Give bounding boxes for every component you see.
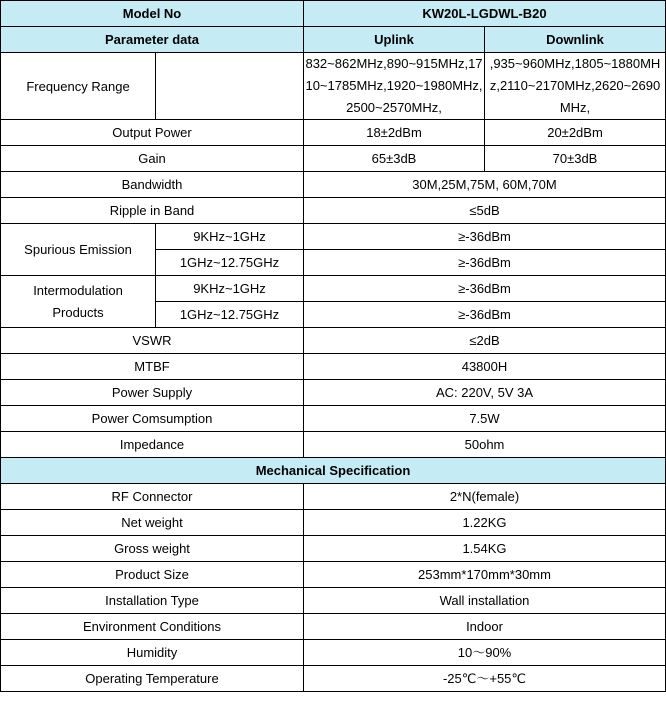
gross-weight-value: 1.54KG [304,536,666,562]
intermod-label [1,276,156,328]
intermod-label-line-1: Intermodulation [33,282,123,298]
environment-label: Environment Conditions [1,614,304,640]
ripple-value: ≤5dB [304,198,666,224]
operating-temperature-row [1,666,666,692]
vswr-label: VSWR [1,328,304,354]
output-power-row [1,120,666,146]
mtbf-row [1,354,666,380]
frequency-row [1,53,666,120]
mtbf-value: 43800H [304,354,666,380]
gross-weight-row [1,536,666,562]
net-weight-value: 1.22KG [304,510,666,536]
bandwidth-label: Bandwidth [1,172,304,198]
uplink-header: Uplink [304,27,485,53]
frequency-downlink: ,935~960MHz,1805~1880MHz,2110~2170MHz,2620~2690MHz, [485,53,666,120]
humidity-value: 10～90% [304,640,666,666]
rf-connector-row [1,484,666,510]
gain-uplink: 65±3dB [304,146,485,172]
power-consumption-value: 7.5W [304,406,666,432]
product-size-label: Product Size [1,562,304,588]
impedance-label: Impedance [1,432,304,458]
frequency-label: Frequency Range [1,53,156,120]
output-power-uplink: 18±2dBm [304,120,485,146]
environment-row [1,614,666,640]
gain-row [1,146,666,172]
installation-type-row [1,588,666,614]
model-row [1,1,666,27]
spurious-row-1 [1,224,666,250]
environment-value: Indoor [304,614,666,640]
intermod-row-1 [1,276,666,302]
power-consumption-row [1,406,666,432]
rf-connector-label: RF Connector [1,484,304,510]
parameter-header-row [1,27,666,53]
power-supply-row [1,380,666,406]
product-size-value: 253mm*170mm*30mm [304,562,666,588]
ripple-label: Ripple in Band [1,198,304,224]
product-size-row [1,562,666,588]
frequency-uplink: 832~862MHz,890~915MHz,1710~1785MHz,1920~1980MHz,2500~2570MHz, [304,53,485,120]
model-label: Model No [1,1,304,27]
output-power-label: Output Power [1,120,304,146]
power-supply-value: AC: 220V, 5V 3A [304,380,666,406]
gross-weight-label: Gross weight [1,536,304,562]
bandwidth-value: 30M,25M,75M, 60M,70M [304,172,666,198]
mechanical-title: Mechanical Specification [1,458,666,484]
installation-type-label: Installation Type [1,588,304,614]
downlink-header: Downlink [485,27,666,53]
ripple-row [1,198,666,224]
intermod-label-line-2: Products [52,304,104,320]
net-weight-label: Net weight [1,510,304,536]
power-supply-label: Power Supply [1,380,304,406]
spurious-value-2: ≥-36dBm [304,250,666,276]
impedance-value: 50ohm [304,432,666,458]
humidity-label: Humidity [1,640,304,666]
spurious-range-1: 9KHz~1GHz [156,224,304,250]
gain-label: Gain [1,146,304,172]
operating-temperature-label: Operating Temperature [1,666,304,692]
model-value: KW20L-LGDWL-B20 [304,1,666,27]
bandwidth-row [1,172,666,198]
operating-temperature-value: -25℃～+55℃ [304,666,666,692]
spurious-label: Spurious Emission [1,224,156,276]
parameter-data-label: Parameter data [1,27,304,53]
output-power-downlink: 20±2dBm [485,120,666,146]
intermod-range-2: 1GHz~12.75GHz [156,302,304,328]
mtbf-label: MTBF [1,354,304,380]
intermod-range-1: 9KHz~1GHz [156,276,304,302]
spurious-range-2: 1GHz~12.75GHz [156,250,304,276]
gain-downlink: 70±3dB [485,146,666,172]
intermod-value-1: ≥-36dBm [304,276,666,302]
spurious-value-1: ≥-36dBm [304,224,666,250]
mechanical-header-row [1,458,666,484]
vswr-value: ≤2dB [304,328,666,354]
rf-connector-value: 2*N(female) [304,484,666,510]
installation-type-value: Wall installation [304,588,666,614]
vswr-row [1,328,666,354]
frequency-empty-cell [156,53,304,120]
intermod-value-2: ≥-36dBm [304,302,666,328]
humidity-row [1,640,666,666]
power-consumption-label: Power Comsumption [1,406,304,432]
net-weight-row [1,510,666,536]
impedance-row [1,432,666,458]
